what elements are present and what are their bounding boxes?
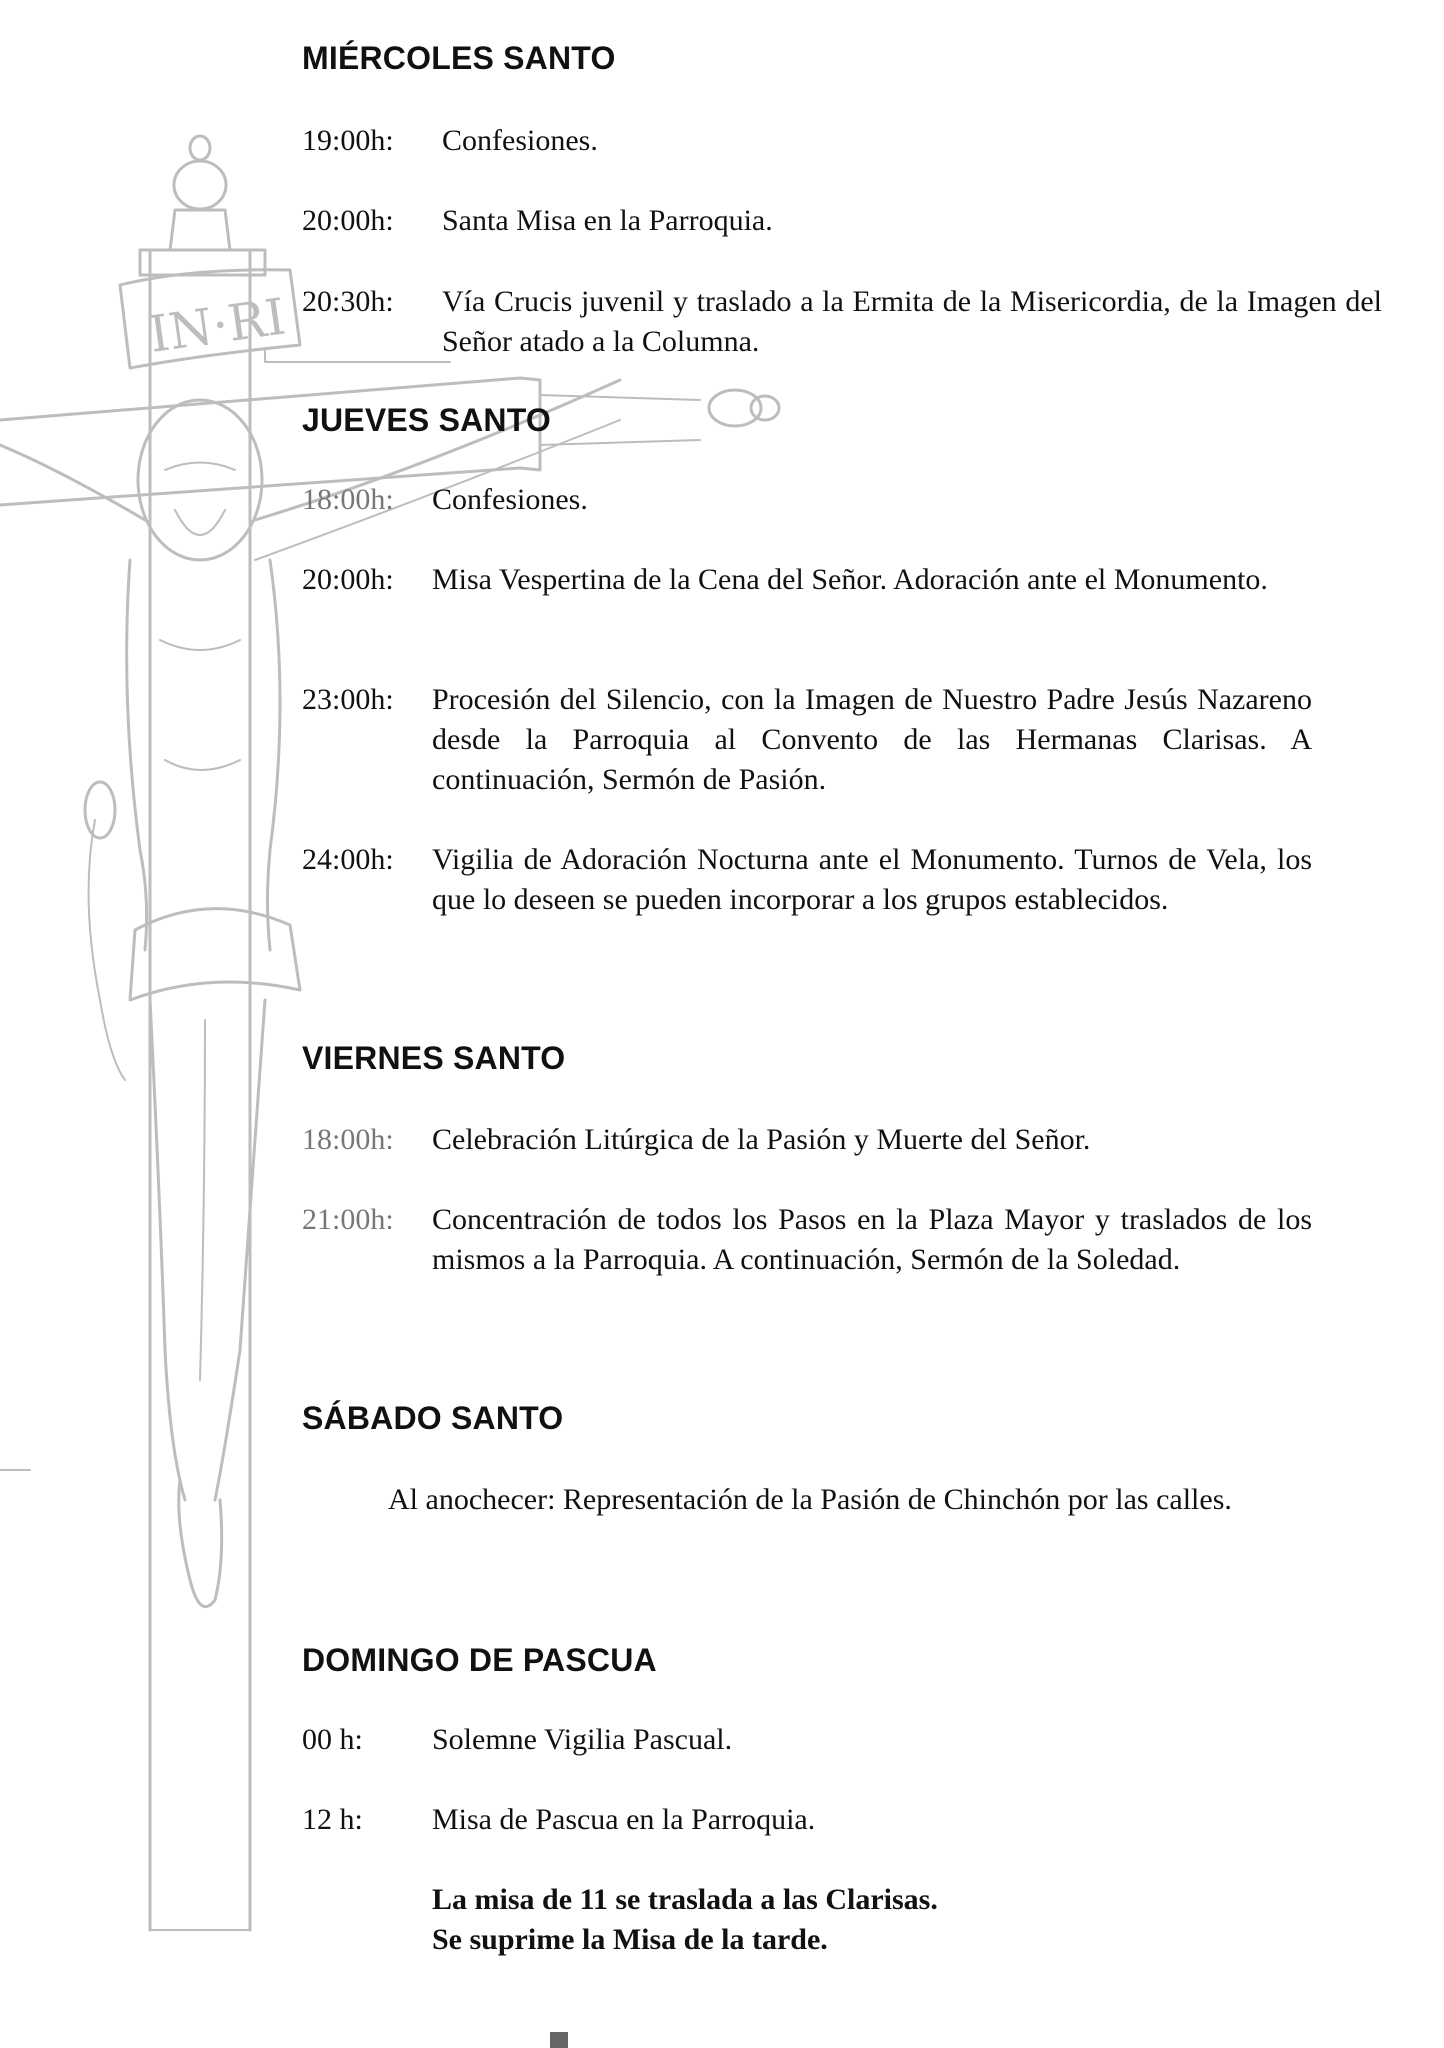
section-heading-domingo-de-pascua: DOMINGO DE PASCUA [302, 1642, 657, 1678]
note-line: Se suprime la Misa de la tarde. [432, 1923, 828, 1956]
section-heading-jueves-santo: JUEVES SANTO [302, 402, 551, 438]
entry-time: 18:00h: [302, 483, 394, 516]
entry-time: 20:00h: [302, 204, 394, 237]
pascua-notes [432, 1880, 938, 1960]
entry-time: 21:00h: [302, 1203, 394, 1236]
entry-description: Misa Vespertina de la Cena del Señor. Adoración ante el Monumento. [432, 563, 1268, 596]
entry-time: 18:00h: [302, 1123, 394, 1156]
entry-time: 19:00h: [302, 124, 394, 157]
entry-description: Celebración Litúrgica de la Pasión y Muerte del Señor. [432, 1123, 1091, 1156]
section-paragraph: Al anochecer: Representación de la Pasión de Chinchón por las calles. [388, 1483, 1232, 1516]
section-heading-sabado-santo: SÁBADO SANTO [302, 1400, 564, 1436]
entry-time: 20:00h: [302, 563, 394, 596]
entry-description: Confesiones. [432, 483, 588, 516]
note-line: La misa de 11 se traslada a las Clarisas. [432, 1883, 938, 1916]
entry-description: Solemne Vigilia Pascual. [432, 1723, 733, 1756]
entry-time: 12 h: [302, 1803, 363, 1836]
entry-description: Misa de Pascua en la Parroquia. [432, 1803, 816, 1836]
entry-description: Concentración de todos los Pasos en la Plaza Mayor y traslados de los mismos a la Parroquia. A continuación, Sermón de la Soledad. [432, 1203, 1312, 1276]
entry-description: Santa Misa en la Parroquia. [442, 204, 773, 237]
entry-description: Vía Crucis juvenil y traslado a la Ermita de la Misericordia, de la Imagen del Señor atado a la Columna. [442, 285, 1382, 358]
entry-time: 20:30h: [302, 285, 394, 318]
entry-description: Procesión del Silencio, con la Imagen de Nuestro Padre Jesús Nazareno desde la Parroquia al Convento de las Hermanas Clarisas. A continuación, Sermón de Pasión. [432, 683, 1312, 796]
section-heading-viernes-santo: VIERNES SANTO [302, 1040, 566, 1076]
inri-inscription: IN·RI [145, 287, 290, 364]
entry-time: 24:00h: [302, 843, 394, 876]
entry-description: Confesiones. [442, 124, 598, 157]
page-footer-mark [550, 2032, 568, 2048]
entry-time: 23:00h: [302, 683, 394, 716]
entry-time: 00 h: [302, 1723, 363, 1756]
entry-description: Vigilia de Adoración Nocturna ante el Monumento. Turnos de Vela, los que lo deseen se pueden incorporar a los grupos establecidos. [432, 843, 1312, 916]
section-heading-miercoles-santo: MIÉRCOLES SANTO [302, 40, 616, 76]
